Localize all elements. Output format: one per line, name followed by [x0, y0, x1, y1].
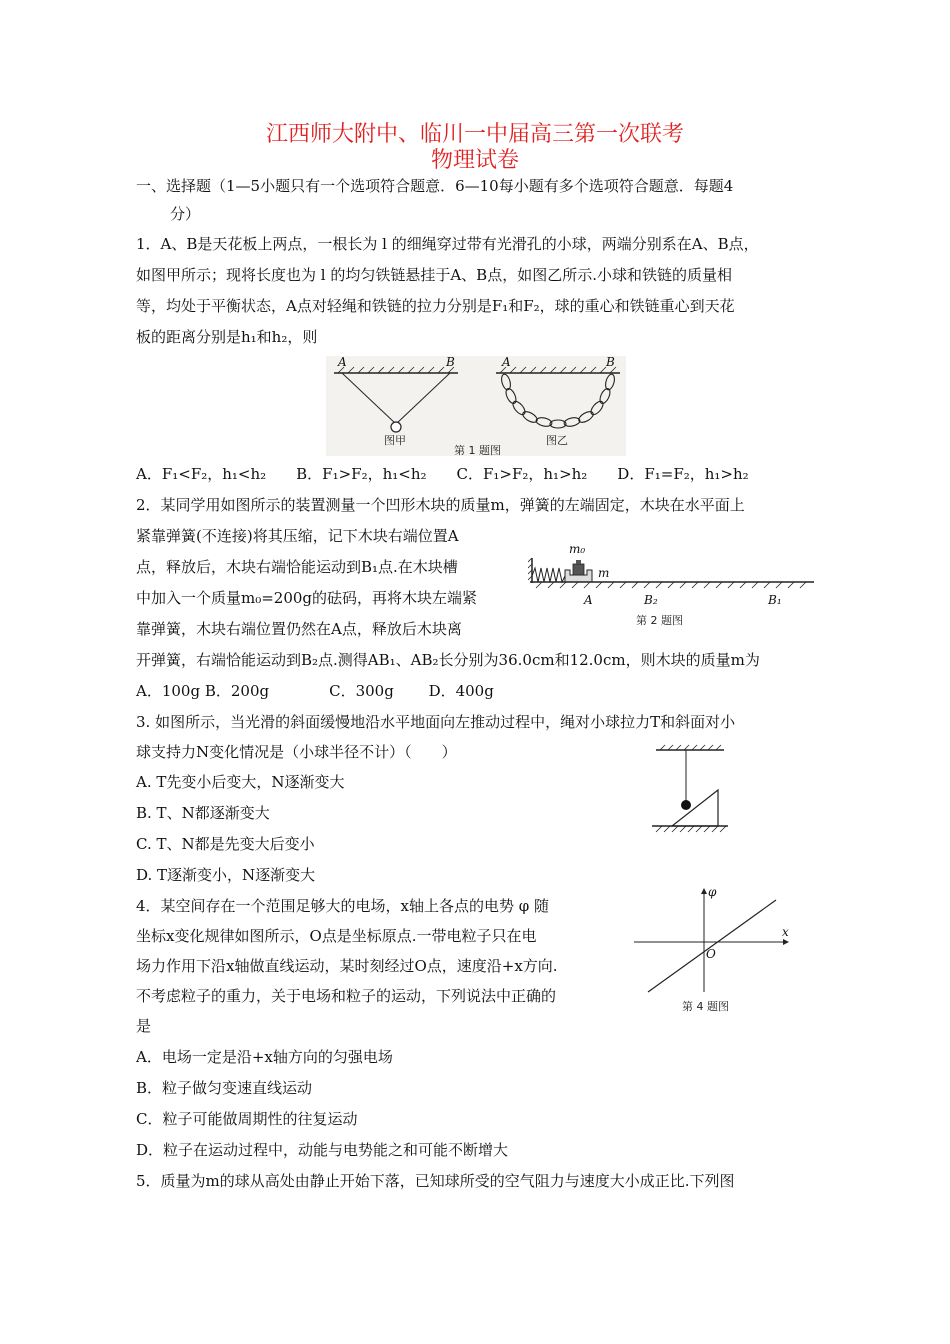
q4-line-2: 坐标x变化规律如图所示，O点是坐标原点.一带电粒子只在电 — [136, 927, 537, 945]
q2-line-4: 中加入一个质量m₀=200g的砝码，再将木块左端紧 — [136, 589, 478, 607]
q4-fig-o: O — [706, 947, 716, 961]
q1-fig-caption: 第 1 题图 — [454, 444, 501, 456]
q3-line-2: 球支持力N变化情况是（小球半径不计）（ ） — [136, 743, 457, 761]
q1-fig-label-a2: A — [502, 356, 511, 369]
q4-figure — [630, 884, 800, 1014]
q4-line-4: 不考虑粒子的重力，关于电场和粒子的运动，下列说法中正确的 — [136, 987, 557, 1005]
q4-fig-phi: φ — [708, 885, 717, 899]
q4-option-c: C．粒子可能做周期性的往复运动 — [136, 1110, 358, 1128]
q2-line-2: 紧靠弹簧(不连接)将其压缩，记下木块右端位置A — [136, 527, 459, 545]
section-heading-cont: 分） — [170, 205, 201, 223]
q3-option-c: C. T、N都是先变大后变小 — [136, 835, 315, 853]
q1-fig-sub2: 图乙 — [546, 434, 568, 447]
q2-fig-a: A — [584, 593, 593, 607]
q1-line-1: 1．A、B是天花板上两点，一根长为 l 的细绳穿过带有光滑孔的小球，两端分别系在A、B点， — [136, 235, 759, 253]
q1-figure — [326, 356, 626, 456]
q3-ball — [681, 800, 691, 810]
q2-fig-m0: m₀ — [569, 542, 586, 556]
q1-line-3: 等，均处于平衡状态，A点对轻绳和铁链的拉力分别是F₁和F₂，球的重心和铁链重心到天花 — [136, 297, 735, 315]
q2-fig-b1: B₁ — [768, 593, 782, 607]
q3-incline — [672, 790, 718, 826]
q3-figure — [648, 744, 738, 836]
q1-options: A．F₁<F₂，h₁<h₂ B．F₁>F₂，h₁<h₂ C．F₁>F₂，h₁>h₂ D．F₁=F₂，h₁>h₂ — [136, 465, 749, 483]
q2-figure — [528, 538, 818, 630]
section-heading: 一、选择题（1—5小题只有一个选项符合题意．6—10每小题有多个选项符合题意．每题4 — [136, 177, 734, 195]
q3-option-d: D. T逐渐变小，N逐渐变大 — [136, 866, 316, 884]
q4-phi-line — [648, 900, 776, 992]
q1-fig-label-a1: A — [338, 356, 347, 369]
q1-fig-sub1: 图甲 — [384, 434, 406, 447]
q4-line-5: 是 — [136, 1017, 152, 1035]
q2-options: A．100g B．200g C．300g D．400g — [136, 682, 494, 700]
q3-line-1: 3. 如图所示，当光滑的斜面缓慢地沿水平地面向左推动过程中，绳对小球拉力T和斜面对小 — [136, 713, 736, 731]
q5-line-1: 5．质量为m的球从高处由静止开始下落，已知球所受的空气阻力与速度大小成正比.下列图 — [136, 1172, 735, 1190]
q4-option-d: D．粒子在运动过程中，动能与电势能之和可能不断增大 — [136, 1141, 509, 1159]
q1-line-2: 如图甲所示；现将长度也为 l 的均匀铁链悬挂于A、B点，如图乙所示.小球和铁链的质量相 — [136, 266, 732, 284]
q2-spring — [532, 568, 565, 582]
q2-line-6: 开弹簧，右端恰能运动到B₂点.测得AB₁、AB₂长分别为36.0cm和12.0cm，则木块的质量m为 — [136, 651, 760, 669]
q2-line-1: 2．某同学用如图所示的装置测量一个凹形木块的质量m，弹簧的左端固定，木块在水平面上 — [136, 496, 745, 514]
q4-line-1: 4．某空间存在一个范围足够大的电场，x轴上各点的电势 φ 随 — [136, 897, 550, 915]
q2-weight — [573, 564, 584, 575]
q1-line-4: 板的距离分别是h₁和h₂，则 — [136, 328, 318, 346]
q4-option-a: A．电场一定是沿+x轴方向的匀强电场 — [136, 1048, 393, 1066]
q4-fig-caption: 第 4 题图 — [682, 1000, 729, 1013]
q4-option-b: B．粒子做匀变速直线运动 — [136, 1079, 313, 1097]
q2-fig-m: m — [598, 566, 610, 580]
q1-fig-label-b2: B — [606, 356, 615, 369]
q2-fig-b2: B₂ — [644, 593, 658, 607]
exam-subtitle: 物理试卷 — [430, 148, 519, 173]
q2-line-3: 点，释放后，木块右端恰能运动到B₁点.在木块槽 — [136, 558, 458, 576]
q4-line-3: 场力作用下沿x轴做直线运动，某时刻经过O点，速度沿+x方向. — [136, 957, 558, 975]
q3-option-a: A. T先变小后变大，N逐渐变大 — [136, 773, 345, 791]
q2-fig-caption: 第 2 题图 — [636, 614, 683, 627]
q1-ball — [391, 422, 401, 432]
exam-title: 江西师大附中、临川一中届高三第一次联考 — [265, 122, 684, 147]
q3-option-b: B. T、N都逐渐变大 — [136, 804, 270, 822]
q1-fig-label-b1: B — [446, 356, 455, 369]
q2-line-5: 靠弹簧，木块右端位置仍然在A点，释放后木块离 — [136, 620, 462, 638]
q4-fig-x: x — [782, 925, 789, 939]
